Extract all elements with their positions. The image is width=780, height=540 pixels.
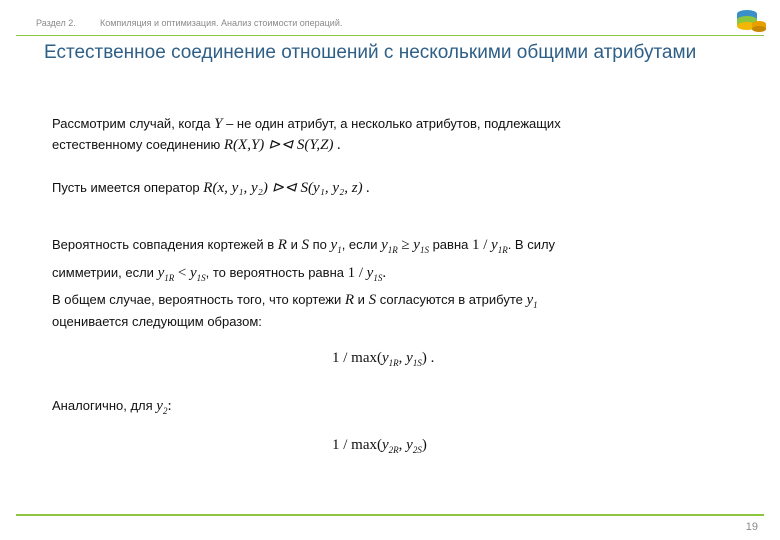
text-fragment: Рассмотрим случай, когда	[52, 116, 211, 131]
math-variable-r: R	[344, 292, 355, 308]
text-fragment: Пусть имеется оператор	[52, 180, 200, 195]
math-y2: $y_2$	[156, 398, 168, 416]
text-fragment: . В силу	[507, 237, 556, 252]
math-y1r: $y_{1R}$	[157, 265, 175, 283]
math-lt: <	[177, 265, 187, 281]
text-fragment: Аналогично, для	[52, 398, 153, 413]
text-fragment: Вероятность совпадения кортежей в	[52, 237, 275, 252]
math-dot: .	[382, 265, 387, 281]
paragraph-line-2	[52, 135, 341, 154]
math-y1r: $y_{1R}$	[491, 237, 508, 255]
database-logo-icon	[735, 8, 767, 34]
text-fragment: симметрии, если	[52, 265, 154, 280]
footer-divider	[16, 514, 764, 516]
math-y1s: $y_{1S}$	[413, 237, 429, 255]
text-fragment: равна	[432, 237, 469, 252]
formula-max-y1: $1 / \max(y_{1R}$, $y_{1S}$) .	[332, 350, 435, 368]
math-one-over: 1 /	[471, 237, 488, 253]
math-y1r: $y_{1R}$	[381, 237, 398, 255]
paragraph-line-3	[52, 178, 370, 197]
header-divider	[16, 35, 764, 36]
text-fragment: , то вероятность равна	[205, 265, 344, 280]
math-y1: $y_1$	[330, 237, 342, 255]
paragraph-line-5	[52, 265, 386, 283]
paragraph-line-4	[52, 237, 555, 255]
course-subtitle: Компиляция и оптимизация. Анализ стоимости операций.	[100, 18, 343, 28]
text-fragment: оценивается следующим образом:	[52, 314, 262, 329]
math-ge: ≥	[401, 237, 410, 253]
math-y1s: $y_{1S}$	[189, 265, 206, 283]
text-fragment: согласуются в атрибуте	[379, 292, 523, 307]
paragraph-line-6	[52, 292, 538, 310]
text-fragment: – не один атрибут, а несколько атрибутов, подлежащих	[226, 116, 561, 131]
math-variable-s: S	[368, 292, 377, 308]
math-colon: :	[167, 398, 172, 414]
text-fragment: и	[357, 292, 365, 307]
text-fragment: по	[312, 237, 327, 252]
math-y1: $y_1$	[526, 292, 538, 310]
text-fragment: , если	[341, 237, 378, 252]
math-one-over: 1 /	[347, 265, 364, 281]
math-variable-r: R	[277, 237, 287, 253]
text-fragment: естественному соединению	[52, 137, 221, 152]
page-number: 19	[745, 521, 758, 533]
paragraph-line-8	[52, 398, 172, 416]
math-variable-s: S	[301, 237, 309, 253]
math-join-operator: R(x, y₁, y₂) ⊳⊲ S(y₁, y₂, z) .	[203, 180, 371, 196]
text-fragment: и	[290, 237, 298, 252]
math-join-expression: R(X,Y) ⊳⊲ S(Y,Z) .	[223, 137, 341, 153]
paragraph-line-1	[52, 116, 561, 133]
math-variable-y: Y	[214, 116, 223, 132]
paragraph-line-7	[52, 314, 262, 329]
section-label: Раздел 2.	[36, 18, 76, 28]
slide-title: Естественное соединение отношений с несколькими общими атрибутами	[44, 42, 697, 63]
formula-max-y2: $1 / \max(y_{2R}$, $y_{2S}$)	[332, 437, 427, 455]
math-y1s: $y_{1S}$	[366, 265, 383, 283]
text-fragment: В общем случае, вероятность того, что кортежи	[52, 292, 342, 307]
